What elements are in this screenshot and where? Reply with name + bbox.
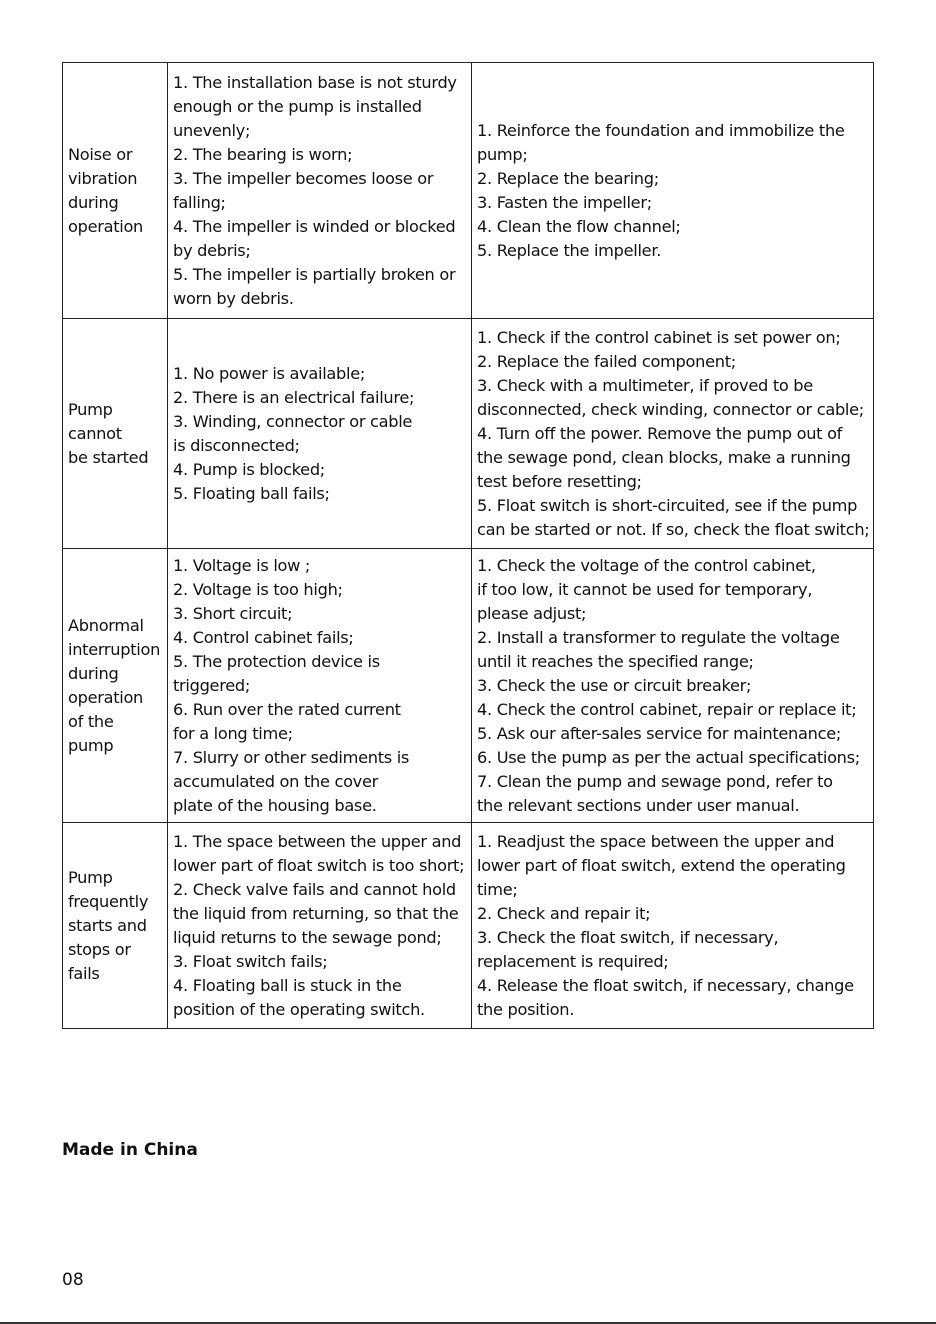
- text-line: 1. The installation base is not sturdy: [173, 72, 457, 92]
- text-line: stops or: [68, 939, 131, 959]
- text-line: 2. Install a transformer to regulate the voltage: [477, 627, 840, 647]
- text-line: 4. Turn off the power. Remove the pump out of: [477, 423, 843, 443]
- text-line: accumulated on the cover: [173, 771, 378, 791]
- solutions-cell: [472, 63, 874, 319]
- text-line: Pump: [68, 399, 113, 419]
- text-line: lower part of float switch is too short;: [173, 855, 465, 875]
- text-line: of the: [68, 711, 114, 731]
- text-line: 2. Check valve fails and cannot hold: [173, 879, 456, 899]
- made-in-label: Made in China: [62, 1140, 198, 1160]
- table-row: [63, 319, 874, 549]
- text-line: 3. Winding, connector or cable: [173, 411, 413, 431]
- text-line: 5. Ask our after-sales service for maintenance;: [477, 723, 842, 743]
- text-line: 3. Check with a multimeter, if proved to be: [477, 375, 813, 395]
- causes-cell: [168, 319, 472, 549]
- text-line: worn by debris.: [173, 288, 294, 308]
- text-line: during: [68, 192, 119, 212]
- text-line: lower part of float switch, extend the operating: [477, 855, 846, 875]
- text-line: 3. Float switch fails;: [173, 951, 328, 971]
- text-line: cannot: [68, 423, 122, 443]
- text-line: Abnormal: [68, 615, 144, 635]
- text-line: interruption: [68, 639, 161, 659]
- text-line: falling;: [173, 192, 226, 212]
- text-line: can be started or not. If so, check the float switch;: [477, 519, 870, 539]
- text-line: 1. The space between the upper and: [173, 831, 462, 851]
- text-line: 4. Floating ball is stuck in the: [173, 975, 402, 995]
- text-line: Noise or: [68, 144, 133, 164]
- text-line: 1. Reinforce the foundation and immobilize the: [477, 120, 845, 140]
- text-line: by debris;: [173, 240, 251, 260]
- page-number: 08: [62, 1270, 84, 1290]
- table-row: [63, 63, 874, 319]
- fault-cell: [63, 63, 168, 319]
- text-line: 5. The impeller is partially broken or: [173, 264, 456, 284]
- text-line: 5. Float switch is short-circuited, see if the pump: [477, 495, 858, 515]
- text-line: liquid returns to the sewage pond;: [173, 927, 442, 947]
- causes-cell: [168, 63, 472, 319]
- text-line: enough or the pump is installed: [173, 96, 422, 116]
- causes-cell: [168, 823, 472, 1029]
- causes-cell: [168, 549, 472, 823]
- text-line: replacement is required;: [477, 951, 669, 971]
- text-line: vibration: [68, 168, 138, 188]
- text-line: time;: [477, 879, 518, 899]
- text-line: the relevant sections under user manual.: [477, 795, 800, 815]
- text-line: triggered;: [173, 675, 250, 695]
- text-line: 4. Control cabinet fails;: [173, 627, 354, 647]
- text-line: plate of the housing base.: [173, 795, 377, 815]
- text-line: pump;: [477, 144, 528, 164]
- text-line: 6. Use the pump as per the actual specifications;: [477, 747, 860, 767]
- text-line: pump: [68, 735, 114, 755]
- fault-cell: [63, 319, 168, 549]
- text-line: 6. Run over the rated current: [173, 699, 401, 719]
- troubleshooting-table: [62, 62, 874, 1029]
- text-line: 4. Release the float switch, if necessary, change: [477, 975, 854, 995]
- text-line: be started: [68, 447, 149, 467]
- text-line: starts and: [68, 915, 147, 935]
- solutions-cell: [472, 319, 874, 549]
- table-row: [63, 549, 874, 823]
- text-line: for a long time;: [173, 723, 293, 743]
- text-line: 7. Slurry or other sediments is: [173, 747, 410, 767]
- text-line: 1. Check if the control cabinet is set power on;: [477, 327, 841, 347]
- text-line: 2. The bearing is worn;: [173, 144, 353, 164]
- text-line: is disconnected;: [173, 435, 300, 455]
- text-line: during: [68, 663, 119, 683]
- text-line: 4. The impeller is winded or blocked: [173, 216, 456, 236]
- solutions-cell: [472, 823, 874, 1029]
- text-line: 4. Check the control cabinet, repair or replace it;: [477, 699, 857, 719]
- text-line: 7. Clean the pump and sewage pond, refer to: [477, 771, 833, 791]
- table-row: [63, 823, 874, 1029]
- solutions-cell: [472, 549, 874, 823]
- text-line: 3. Fasten the impeller;: [477, 192, 652, 212]
- text-line: 3. Short circuit;: [173, 603, 293, 623]
- text-line: 2. Check and repair it;: [477, 903, 651, 923]
- text-line: the position.: [477, 999, 575, 1019]
- text-line: operation: [68, 687, 144, 707]
- text-line: the sewage pond, clean blocks, make a running: [477, 447, 851, 467]
- text-line: 4. Pump is blocked;: [173, 459, 325, 479]
- text-line: 2. Replace the bearing;: [477, 168, 659, 188]
- text-line: 5. The protection device is: [173, 651, 380, 671]
- text-line: 2. Voltage is too high;: [173, 579, 343, 599]
- text-line: 2. There is an electrical failure;: [173, 387, 415, 407]
- text-line: 1. Check the voltage of the control cabinet,: [477, 555, 816, 575]
- text-line: until it reaches the specified range;: [477, 651, 754, 671]
- fault-cell: [63, 549, 168, 823]
- text-line: Pump: [68, 867, 113, 887]
- text-line: 3. The impeller becomes loose or: [173, 168, 434, 188]
- text-line: 1. No power is available;: [173, 363, 366, 383]
- text-line: 5. Floating ball fails;: [173, 483, 330, 503]
- text-line: test before resetting;: [477, 471, 642, 491]
- text-line: disconnected, check winding, connector or cable;: [477, 399, 864, 419]
- text-line: operation: [68, 216, 144, 236]
- text-line: if too low, it cannot be used for temporary,: [477, 579, 813, 599]
- text-line: please adjust;: [477, 603, 587, 623]
- text-line: 1. Voltage is low ;: [173, 555, 311, 575]
- text-line: 3. Check the float switch, if necessary,: [477, 927, 779, 947]
- text-line: the liquid from returning, so that the: [173, 903, 459, 923]
- text-line: 4. Clean the flow channel;: [477, 216, 681, 236]
- text-line: unevenly;: [173, 120, 251, 140]
- text-line: frequently: [68, 891, 149, 911]
- text-line: position of the operating switch.: [173, 999, 425, 1019]
- text-line: fails: [68, 963, 100, 983]
- text-line: 1. Readjust the space between the upper and: [477, 831, 835, 851]
- text-line: 3. Check the use or circuit breaker;: [477, 675, 752, 695]
- text-line: 5. Replace the impeller.: [477, 240, 662, 260]
- text-line: 2. Replace the failed component;: [477, 351, 736, 371]
- fault-cell: [63, 823, 168, 1029]
